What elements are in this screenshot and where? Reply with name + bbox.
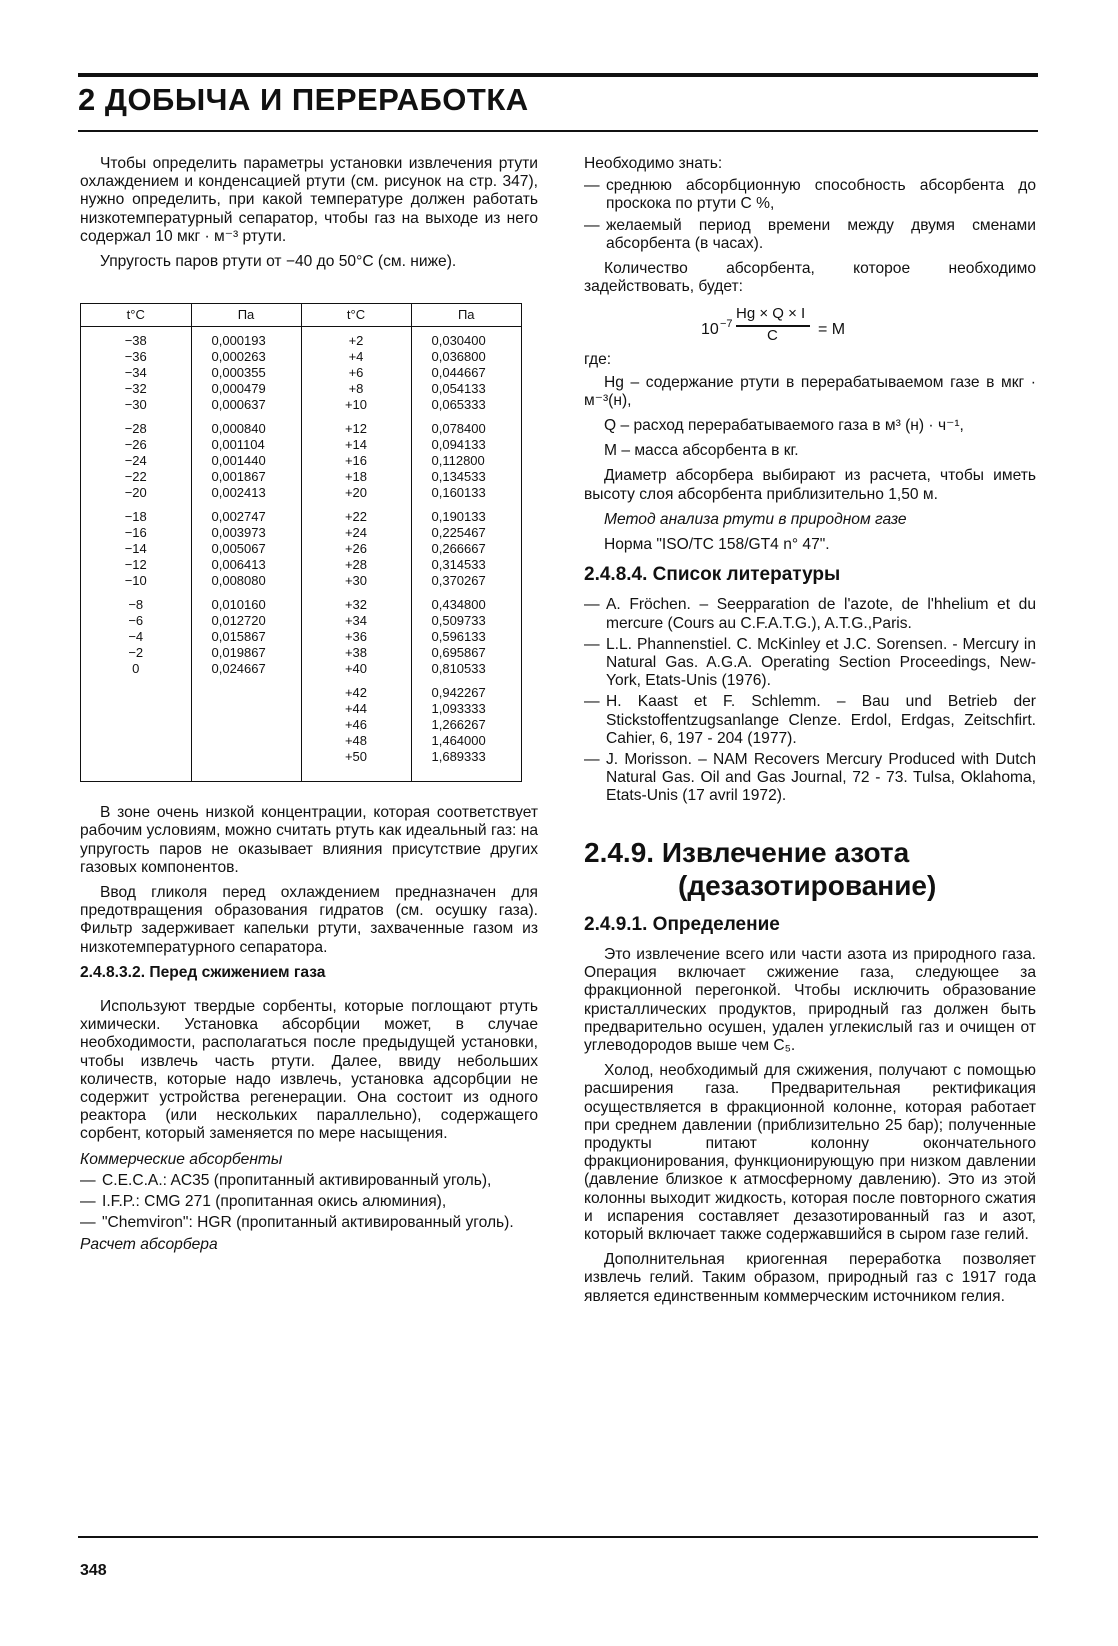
- chapter-title: 2 ДОБЫЧА И ПЕРЕРАБОТКА: [78, 82, 529, 117]
- section-heading-249: [584, 836, 1036, 902]
- table-cell: 1,093333: [431, 701, 486, 717]
- table-cell: 0,000479: [211, 381, 266, 397]
- table-cell: 0,001440: [211, 453, 266, 469]
- calc-absorber-title: Расчет абсорбера: [80, 1236, 218, 1254]
- vapor-pressure-intro: Упругость паров ртути от −40 до 50°С (см. ниже).: [100, 253, 457, 271]
- table-cell: 0,001867: [211, 469, 266, 485]
- table-cell: +40: [344, 661, 368, 677]
- table-cell: 0,596133: [431, 629, 486, 645]
- table-cell: +28: [344, 557, 368, 573]
- right-column: [584, 155, 1036, 1313]
- table-cell: +18: [344, 469, 368, 485]
- table-cell: +20: [344, 485, 368, 501]
- table-cell: 0,001104: [211, 437, 265, 453]
- table-cell: 0,000355: [211, 365, 266, 381]
- table-header-row: [81, 304, 521, 327]
- table-cell: +38: [344, 645, 368, 661]
- table-cell: 0,942267: [431, 685, 486, 701]
- table-cell: −16: [124, 525, 147, 541]
- table-cell: 0,190133: [431, 509, 486, 525]
- list-item: — "Chemviron": HGR (пропитанный активированный уголь).: [80, 1214, 514, 1232]
- table-cell: −28: [124, 421, 147, 437]
- table-cell: +48: [344, 733, 368, 749]
- col-header-t2: t°C: [301, 304, 411, 327]
- table-cell: 0,012720: [211, 613, 266, 629]
- formula-denominator: C: [767, 327, 778, 345]
- fraction-bar: [736, 325, 810, 326]
- table-cell: 0,002747: [211, 509, 266, 525]
- table-cell: −14: [124, 541, 147, 557]
- list-item: — L.L. Phannenstiel. C. McKinley et J.C. Sorensen. - Mercury in Natural Gas. A.G.A. Operating Section Proceedings, New-York, Etats-Unis (1976).: [584, 635, 1036, 690]
- list-item: — C.E.C.A.: AC35 (пропитанный активированный уголь),: [80, 1171, 492, 1189]
- table-cell: −30: [124, 397, 147, 413]
- table-cell: −12: [124, 557, 147, 573]
- ideal-gas-paragraph: В зоне очень низкой концентрации, которая соответствует рабочим условиям, можно считать ртуть как идеальный газ: на упругость паров не оказывает влияния присутствие других газовых компонентов.: [80, 804, 538, 876]
- table-cell: +22: [344, 509, 368, 525]
- formula-exponent: −7: [720, 318, 733, 331]
- formula-base: 10: [701, 321, 719, 339]
- table-cell: −22: [124, 469, 147, 485]
- table-cell: +26: [344, 541, 368, 557]
- left-column: [80, 155, 538, 1255]
- table-cell: −6: [128, 613, 144, 629]
- table-cell: +4: [348, 349, 364, 365]
- vapor-pressure-table: [80, 303, 522, 782]
- table-cell: −20: [124, 485, 147, 501]
- list-item: — желаемый период времени между двумя сменами абсорбента (в часах).: [584, 216, 1036, 252]
- table-cell: 0,003973: [211, 525, 266, 541]
- definition-paragraph-3: Дополнительная криогенная переработка позволяет извлечь гелий. Таким образом, природный газ с 1917 года является единственным коммерческим источником гелия.: [584, 1251, 1036, 1305]
- section-heading-2491: 2.4.9.1. Определение: [584, 913, 780, 935]
- m-definition: М – масса абсорбента в кг.: [604, 442, 799, 460]
- table-cell: 0,000840: [211, 421, 266, 437]
- table-cell: 0,006413: [211, 557, 266, 573]
- table-cell: +42: [344, 685, 368, 701]
- table-cell: 0,094133: [431, 437, 486, 453]
- table-cell: 0,078400: [431, 421, 486, 437]
- table-cell: +36: [344, 629, 368, 645]
- definition-paragraph-1: Это извлечение всего или части азота из природного газа. Операция включает сжижение газа, следующее за фракционной перегонкой. Чтобы исключить образование кристаллических продуктов, природный газ должен быть предварительно осушен, удален углекислый газ и очищен от углеводородов выше чем С₅.: [584, 945, 1036, 1054]
- table-cell: +50: [344, 749, 368, 765]
- list-item: — I.F.P.: CMG 271 (пропитанная окись алюминия),: [80, 1193, 447, 1211]
- table-cell: +44: [344, 701, 368, 717]
- table-cell: −10: [124, 573, 147, 589]
- table-cell: +2: [348, 333, 364, 349]
- table-cell: 0,036800: [431, 349, 486, 365]
- table-cell: −4: [128, 629, 144, 645]
- table-cell: +14: [344, 437, 368, 453]
- table-cell: 0,000193: [211, 333, 266, 349]
- table-cell: 1,689333: [431, 749, 486, 765]
- bottom-rule: [78, 1536, 1038, 1538]
- table-cell: 0,000637: [211, 397, 266, 413]
- col-header-pa1: Па: [191, 304, 301, 327]
- col-pa1: [191, 327, 301, 782]
- table-cell: +12: [344, 421, 368, 437]
- table-cell: 0,225467: [431, 525, 486, 541]
- diameter-paragraph: Диаметр абсорбера выбирают из расчета, чтобы иметь высоту слоя абсорбента приблизительно 1,50 м.: [584, 467, 1036, 503]
- sorbent-paragraph: Используют твердые сорбенты, которые поглощают ртуть химически. Установка абсорбции может, в случае необходимости, располагаться после предыдущей установки, чтобы извлечь часть ртути. Далее, ввиду небольших количеств, которые надо извлечь, установка адсорбции не содержит устройства регенерации. Она состоит из одного реактора (или нескольких параллельно), содержащего сорбент, который заменяется по мере насыщения.: [80, 998, 538, 1143]
- list-item: — H. Kaast et F. Schlemm. – Bau und Betrieb der Stickstoffentzugsanlange Clenze. Erdol, Erdgas, Zeitschfirt. Cahier, 6, 197 - 204 (1977).: [584, 693, 1036, 747]
- list-item: — A. Fröchen. – Seepparation de l'azote, de l'hhelium et du mercure (Cours au C.F.A.T.G.), A.T.G.,Paris.: [584, 596, 1036, 632]
- table-cell: 0,010160: [211, 597, 266, 613]
- table-cell: +24: [344, 525, 368, 541]
- table-cell: +16: [344, 453, 368, 469]
- section-heading-249-line2: (дезазотирование): [678, 869, 937, 901]
- section-heading-2483: 2.4.8.3.2. Перед сжижением газа: [80, 963, 326, 981]
- table-cell: 0,370267: [431, 573, 486, 589]
- table-cell: 0,810533: [431, 661, 486, 677]
- table-cell: 0,015867: [211, 629, 266, 645]
- table-cell: +32: [344, 597, 368, 613]
- table-cell: 1,464000: [431, 733, 486, 749]
- table-cell: −8: [128, 597, 144, 613]
- table-cell: +30: [344, 573, 368, 589]
- table-cell: −24: [124, 453, 147, 469]
- table-cell: −38: [124, 333, 147, 349]
- table-cell: 0,266667: [431, 541, 486, 557]
- section-heading-2484: 2.4.8.4. Список литературы: [584, 564, 841, 586]
- definition-paragraph-2: Холод, необходимый для сжижения, получают с помощью расширения газа. Предварительная ректификация осуществляется в фракционной колонне, которая работает при среднем давлении (приблизительно 25 бар); полученные продукты питают колонну окончательного фракционирования, функционирующую при низком давлении (давление близкое к атмосферному давлению). Это из этой колонны выходит жидкость, которая после повторного сжатия и испарения составляет дезазотированный газ и азот, который включает также содержавшийся в сыром газе гелий.: [584, 1062, 1036, 1243]
- table-cell: 0,002413: [211, 485, 266, 501]
- top-rule: [78, 73, 1038, 77]
- table-cell: 0,005067: [211, 541, 266, 557]
- commercial-absorbents-title: Коммерческие абсорбенты: [80, 1150, 283, 1168]
- col-t1: [81, 327, 191, 782]
- table-cell: +34: [344, 613, 368, 629]
- table-cell: +46: [344, 717, 368, 733]
- intro-paragraph: Чтобы определить параметры установки извлечения ртути охлаждением и конденсацией ртути (см. рисунок на стр. 347), нужно определить, при какой температуре должен работать низкотемпературный сепаратор, чтобы газ на выходе из него содержал 10 мкг · м⁻³ ртути.: [80, 155, 538, 245]
- glycol-paragraph: Ввод гликоля перед охлаждением предназначен для предотвращения образования гидратов (см. осушку газа). Фильтр задерживает капельки ртути, захваченные газом из низкотемпературного сепаратора.: [80, 884, 538, 956]
- table-cell: 0,314533: [431, 557, 486, 573]
- norm-reference: Норма "ISO/TC 158/GT4 n° 47".: [604, 536, 830, 554]
- method-title: Метод анализа ртути в природном газе: [604, 510, 907, 528]
- col-header-pa2: Па: [411, 304, 521, 327]
- table-cell: 0,054133: [431, 381, 486, 397]
- title-underline: [78, 130, 1038, 132]
- table-cell: 0,434800: [431, 597, 486, 613]
- table-cell: 0,000263: [211, 349, 266, 365]
- col-t2: [301, 327, 411, 782]
- table-cell: 0,134533: [431, 469, 486, 485]
- hg-definition: Hg – содержание ртути в перерабатываемом газе в мкг · м⁻³(н),: [584, 373, 1036, 409]
- table-cell: −18: [124, 509, 147, 525]
- table-cell: 0,008080: [211, 573, 266, 589]
- where-label: где:: [584, 351, 612, 369]
- formula-numerator: Hg × Q × I: [736, 305, 806, 323]
- table-cell: −34: [124, 365, 147, 381]
- list-item: — J. Morisson. – NAM Recovers Mercury Produced with Dutch Natural Gas. Oil and Gas Journal, 72 - 73. Tulsa, Oklahoma, Etats-Unis (17 avril 1972).: [584, 751, 1036, 805]
- table-cell: 0,030400: [431, 333, 486, 349]
- table-cell: +10: [344, 397, 368, 413]
- col-header-t1: t°C: [81, 304, 191, 327]
- table-cell: 0,019867: [211, 645, 266, 661]
- table-cell: 0: [132, 661, 140, 677]
- table-cell: +6: [348, 365, 364, 381]
- formula-result: = M: [818, 321, 846, 339]
- table-cell: 0,044667: [431, 365, 486, 381]
- table-cell: −32: [124, 381, 147, 397]
- table-cell: 0,509733: [431, 613, 486, 629]
- page-number: 348: [80, 1562, 107, 1579]
- table-cell: −36: [124, 349, 147, 365]
- col-pa2: [411, 327, 521, 782]
- table-cell: 0,695867: [431, 645, 486, 661]
- table-cell: 0,024667: [211, 661, 266, 677]
- absorbent-quantity-paragraph: Количество абсорбента, которое необходимо задействовать, будет:: [584, 260, 1036, 296]
- absorbent-formula: [584, 303, 1036, 349]
- table-cell: 1,266267: [431, 717, 486, 733]
- table-cell: +8: [348, 381, 364, 397]
- section-heading-249-line1: 2.4.9. Извлечение азота: [584, 836, 910, 868]
- need-know-label: Необходимо знать:: [584, 155, 723, 172]
- q-definition: Q – расход перерабатываемого газа в м³ (н) · ч⁻¹,: [604, 417, 964, 435]
- table-cell: −2: [128, 645, 144, 661]
- table-cell: 0,112800: [431, 453, 485, 469]
- list-item: — среднюю абсорбционную способность абсорбента до проскока по ртути С %,: [584, 177, 1036, 213]
- table-cell: 0,065333: [431, 397, 486, 413]
- table-cell: −26: [124, 437, 147, 453]
- table-cell: 0,160133: [431, 485, 486, 501]
